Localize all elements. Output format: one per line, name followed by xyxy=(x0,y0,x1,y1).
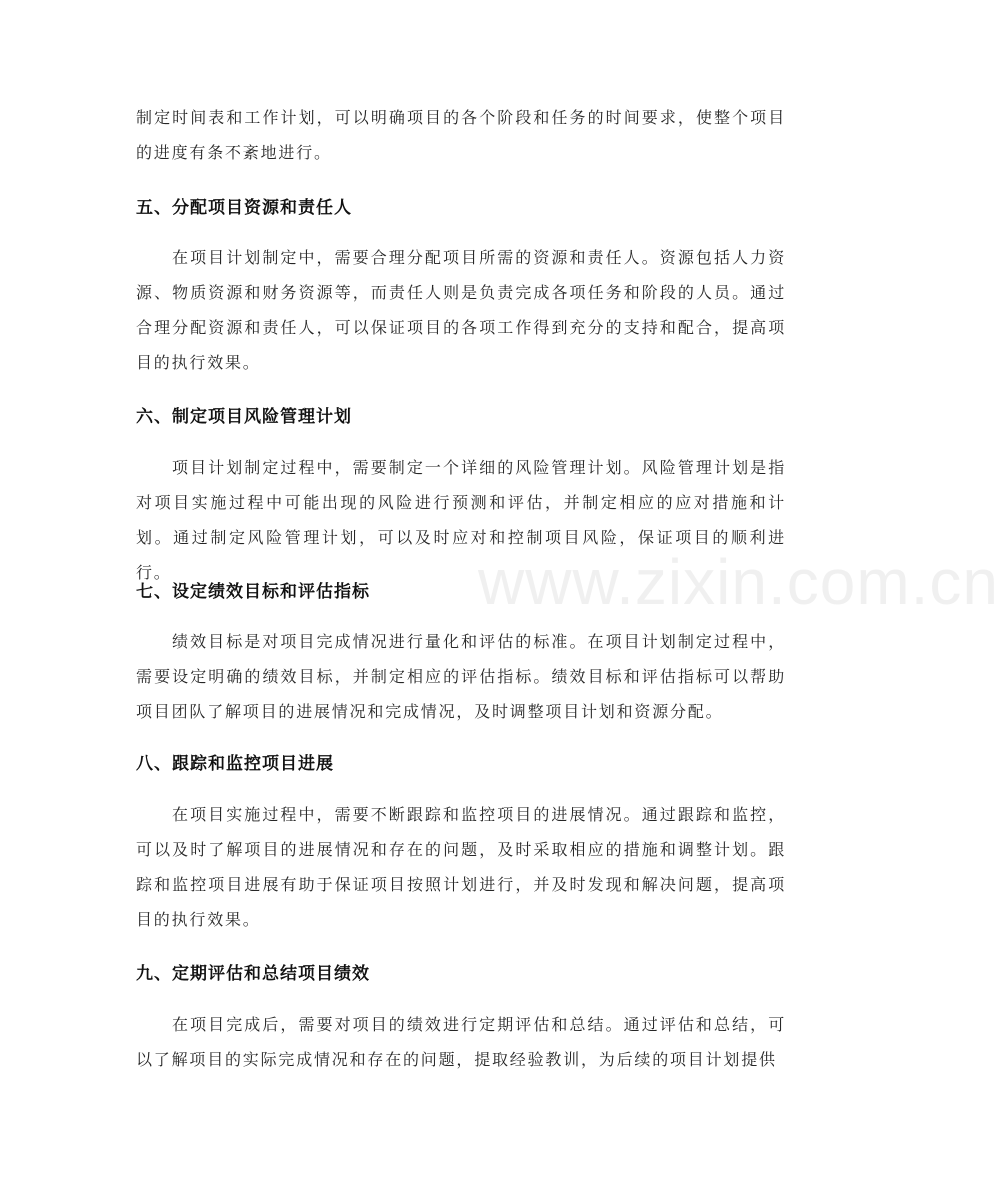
paragraph-section-6: 项目计划制定过程中，需要制定一个详细的风险管理计划。风险管理计划是指对项目实施过程中可能出现的风险进行预测和评估，并制定相应的应对措施和计划。通过制定风险管理计划，可以及时应对和控制项目风险，保证项目的顺利进行。 xyxy=(136,458,786,582)
paragraph-section-8: 在项目实施过程中，需要不断跟踪和监控项目的进展情况。通过跟踪和监控，可以及时了解项目的进展情况和存在的问题，及时采取相应的措施和调整计划。跟踪和监控项目进展有助于保证项目按照计划进行，并及时发现和解决问题，提高项目的执行效果。 xyxy=(136,805,786,929)
section-heading-8: 八、跟踪和监控项目进展 xyxy=(136,754,334,774)
section-heading-5: 五、分配项目资源和责任人 xyxy=(136,198,352,218)
paragraph-section-9: 在项目完成后，需要对项目的绩效进行定期评估和总结。通过评估和总结，可以了解项目的实际完成情况和存在的问题，提取经验教训，为后续的项目计划提供 xyxy=(136,1015,786,1069)
paragraph-section-5: 在项目计划制定中，需要合理分配项目所需的资源和责任人。资源包括人力资源、物质资源和财务资源等，而责任人则是负责完成各项任务和阶段的人员。通过合理分配资源和责任人，可以保证项目的各项工作得到充分的支持和配合，提高项目的执行效果。 xyxy=(136,248,786,372)
paragraph-intro-continued: 制定时间表和工作计划，可以明确项目的各个阶段和任务的时间要求，使整个项目的进度有条不紊地进行。 xyxy=(136,108,786,162)
section-heading-9: 九、定期评估和总结项目绩效 xyxy=(136,964,370,984)
section-heading-7: 七、设定绩效目标和评估指标 xyxy=(136,582,370,602)
section-heading-6: 六、制定项目风险管理计划 xyxy=(136,407,352,427)
paragraph-section-7: 绩效目标是对项目完成情况进行量化和评估的标准。在项目计划制定过程中，需要设定明确的绩效目标，并制定相应的评估指标。绩效目标和评估指标可以帮助项目团队了解项目的进展情况和完成情况，及时调整项目计划和资源分配。 xyxy=(136,632,786,721)
watermark: www.zixin.com.cn xyxy=(478,546,999,618)
